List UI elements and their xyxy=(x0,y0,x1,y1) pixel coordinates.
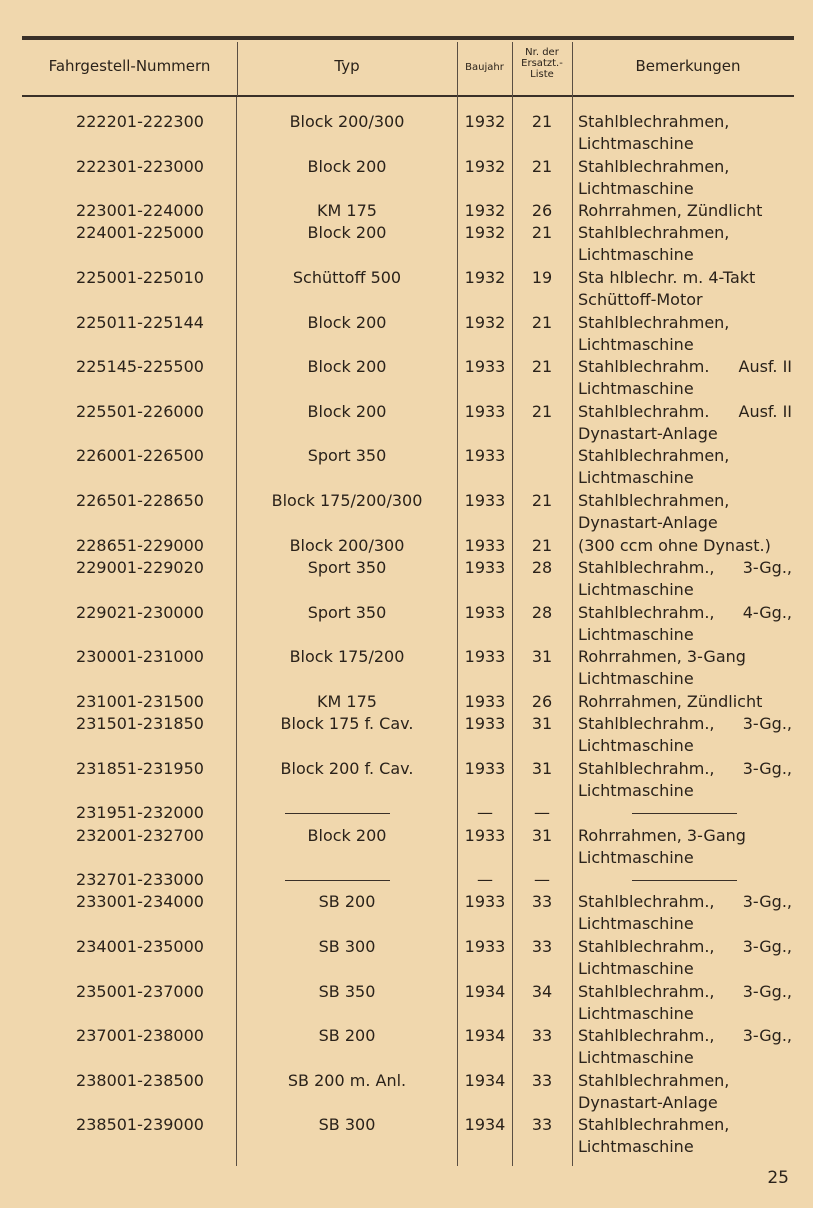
parts-list-number: 21 xyxy=(531,401,553,421)
model-type: Block 200 xyxy=(307,312,387,332)
chassis-number: 225501-226000 xyxy=(76,401,204,421)
header-numbers: Fahrgestell-Nummern xyxy=(48,57,211,75)
model-type: Block 175 f. Cav. xyxy=(280,714,414,734)
remarks-line: Stahlblechrahmen, xyxy=(578,491,730,511)
chassis-number: 230001-231000 xyxy=(76,647,204,667)
parts-list-number: 33 xyxy=(531,1070,553,1090)
remarks-line: Lichtmaschine xyxy=(578,780,694,800)
chassis-number: 229021-230000 xyxy=(76,602,204,622)
build-year: — xyxy=(477,803,493,823)
table-row xyxy=(0,111,813,156)
parts-list-number: 21 xyxy=(531,357,553,377)
remarks-line: Lichtmaschine xyxy=(578,914,694,934)
build-year: 1934 xyxy=(464,1026,506,1046)
build-year: — xyxy=(477,870,493,890)
chassis-number: 229001-229020 xyxy=(76,557,204,577)
build-year: 1933 xyxy=(464,892,506,912)
parts-list-number: 31 xyxy=(531,647,553,667)
parts-list-number: 26 xyxy=(531,201,553,221)
table-row xyxy=(0,356,813,401)
chassis-number: 228651-229000 xyxy=(76,535,204,555)
remarks-line: Lichtmaschine xyxy=(578,624,694,644)
remarks-line: (300 ccm ohne Dynast.) xyxy=(578,535,771,555)
remarks-line: Schüttoff-Motor xyxy=(578,290,703,310)
chassis-number: 226501-228650 xyxy=(76,491,204,511)
remarks-line: Lichtmaschine xyxy=(578,847,694,867)
remarks-line: Lichtmaschine xyxy=(578,468,694,488)
header-rule xyxy=(22,95,794,97)
table-row xyxy=(0,602,813,647)
table-row xyxy=(0,267,813,312)
table-row xyxy=(0,981,813,1026)
build-year: 1934 xyxy=(464,981,506,1001)
model-type: Block 200/300 xyxy=(289,112,405,131)
remarks xyxy=(578,111,792,155)
remarks-line: Lichtmaschine xyxy=(578,334,694,354)
remarks-line: Dynastart-Anlage xyxy=(578,423,718,443)
chassis-number: 238501-239000 xyxy=(76,1115,204,1135)
chassis-number: 224001-225000 xyxy=(76,223,204,243)
build-year: 1932 xyxy=(464,312,506,332)
remarks-line: Lichtmaschine xyxy=(578,245,694,265)
table-row xyxy=(0,646,813,691)
model-type: Block 200 xyxy=(307,357,387,377)
remarks-line: Stahlblechrahmen, xyxy=(578,112,730,131)
header-type: Typ xyxy=(334,57,360,75)
table-row xyxy=(0,713,813,758)
model-type: KM 175 xyxy=(317,201,377,221)
remarks xyxy=(578,200,792,222)
table-row xyxy=(0,445,813,490)
remarks-dash xyxy=(632,880,737,881)
model-type: Block 200/300 xyxy=(289,535,405,555)
build-year: 1933 xyxy=(464,557,506,577)
build-year: 1933 xyxy=(464,491,506,511)
remarks xyxy=(578,156,792,200)
build-year: 1934 xyxy=(464,1115,506,1135)
model-type: Sport 350 xyxy=(307,446,387,466)
parts-list-number: 21 xyxy=(531,491,553,511)
build-year: 1934 xyxy=(464,1070,506,1090)
chassis-number: 234001-235000 xyxy=(76,936,204,956)
build-year: 1933 xyxy=(464,825,506,845)
chassis-number: 225001-225010 xyxy=(76,268,204,288)
table-row xyxy=(0,1025,813,1070)
model-type: KM 175 xyxy=(317,691,377,711)
parts-list-number: — xyxy=(534,870,550,890)
chassis-number: 222301-223000 xyxy=(76,156,204,176)
chassis-number: 231851-231950 xyxy=(76,758,204,778)
build-year: 1933 xyxy=(464,401,506,421)
build-year: 1933 xyxy=(464,535,506,555)
model-type: SB 300 xyxy=(318,936,376,956)
table-body xyxy=(0,111,813,1159)
model-type: Sport 350 xyxy=(307,602,387,622)
model-type: Sport 350 xyxy=(307,557,387,577)
remarks xyxy=(578,490,792,534)
parts-list-number: 31 xyxy=(531,825,553,845)
table-row xyxy=(0,535,813,557)
remarks-line: Rohrrahmen, Zündlicht xyxy=(578,691,763,711)
chassis-number: 226001-226500 xyxy=(76,446,204,466)
remarks-line: Lichtmaschine xyxy=(578,579,694,599)
chassis-number: 232701-233000 xyxy=(76,870,204,890)
remarks-line: Stahlblechrahm., 3-Gg., xyxy=(578,936,792,956)
table-row xyxy=(0,401,813,446)
remarks xyxy=(578,825,792,869)
chassis-number: 222201-222300 xyxy=(76,112,204,131)
chassis-number: 231501-231850 xyxy=(76,714,204,734)
remarks-line: Lichtmaschine xyxy=(578,669,694,689)
build-year: 1933 xyxy=(464,446,506,466)
remarks-line: Stahlblechrahm., 3-Gg., xyxy=(578,714,792,734)
build-year: 1933 xyxy=(464,602,506,622)
remarks-line: Lichtmaschine xyxy=(578,1137,694,1157)
model-type: Block 175/200 xyxy=(289,647,405,667)
table-row xyxy=(0,891,813,936)
remarks-line: Stahlblechrahm., 3-Gg., xyxy=(578,892,792,912)
build-year: 1932 xyxy=(464,223,506,243)
build-year: 1933 xyxy=(464,647,506,667)
build-year: 1932 xyxy=(464,268,506,288)
table-row xyxy=(0,312,813,357)
remarks xyxy=(578,646,792,690)
remarks-line: Stahlblechrahm., 4-Gg., xyxy=(578,602,792,622)
table-row xyxy=(0,1114,813,1159)
parts-list-number: 31 xyxy=(531,758,553,778)
remarks xyxy=(578,401,792,445)
chassis-number: 235001-237000 xyxy=(76,981,204,1001)
model-type: Block 175/200/300 xyxy=(271,491,423,511)
remarks xyxy=(578,445,792,489)
header-list-line: Ersatzt.- xyxy=(521,58,563,69)
model-type: SB 300 xyxy=(318,1115,376,1135)
remarks-line: Lichtmaschine xyxy=(578,1048,694,1068)
remarks xyxy=(578,356,792,400)
remarks-line: Stahlblechrahmen, xyxy=(578,223,730,243)
remarks-line: Stahlblechrahmen, xyxy=(578,1070,730,1090)
build-year: 1933 xyxy=(464,357,506,377)
parts-list-number: 33 xyxy=(531,936,553,956)
remarks-line: Rohrrahmen, 3-Gang xyxy=(578,647,746,667)
remarks xyxy=(578,891,792,935)
remarks xyxy=(578,312,792,356)
parts-list-number: 19 xyxy=(531,268,553,288)
remarks-line: Dynastart-Anlage xyxy=(578,1092,718,1112)
parts-list-number: 21 xyxy=(531,112,553,131)
parts-list-number: 33 xyxy=(531,1115,553,1135)
remarks-line: Stahlblechrahm., 3-Gg., xyxy=(578,981,792,1001)
header-list-line: Liste xyxy=(530,69,554,80)
table-row xyxy=(0,1070,813,1115)
remarks-line: Stahlblechrahm., 3-Gg., xyxy=(578,758,792,778)
header-year: Baujahr xyxy=(465,62,504,73)
parts-list-number: — xyxy=(534,803,550,823)
chassis-number: 231001-231500 xyxy=(76,691,204,711)
remarks-line: Lichtmaschine xyxy=(578,736,694,756)
remarks-line: Lichtmaschine xyxy=(578,1003,694,1023)
page-number: 25 xyxy=(767,1168,789,1188)
model-type: SB 350 xyxy=(318,981,376,1001)
table-row xyxy=(0,222,813,267)
build-year: 1932 xyxy=(464,201,506,221)
parts-list-number: 33 xyxy=(531,1026,553,1046)
type-dash xyxy=(285,813,390,814)
table-row xyxy=(0,869,813,891)
model-type: Schüttoff 500 xyxy=(292,268,402,288)
remarks-line: Rohrrahmen, Zündlicht xyxy=(578,201,763,221)
table-row xyxy=(0,200,813,222)
remarks xyxy=(578,602,792,646)
remarks xyxy=(578,713,792,757)
remarks-dash xyxy=(632,813,737,814)
build-year: 1933 xyxy=(464,714,506,734)
table-row xyxy=(0,802,813,824)
remarks-line: Stahlblechrahmen, xyxy=(578,312,730,332)
model-type: SB 200 xyxy=(318,892,376,912)
top-rule xyxy=(22,36,794,40)
table-row xyxy=(0,557,813,602)
chassis-number: 223001-224000 xyxy=(76,201,204,221)
remarks-line: Lichtmaschine xyxy=(578,178,694,198)
remarks xyxy=(578,691,792,713)
remarks-line: Stahlblechrahm., 3-Gg., xyxy=(578,1026,792,1046)
parts-list-number: 33 xyxy=(531,892,553,912)
parts-list-number: 21 xyxy=(531,312,553,332)
build-year: 1933 xyxy=(464,691,506,711)
parts-list-number: 28 xyxy=(531,602,553,622)
model-type: Block 200 xyxy=(307,825,387,845)
build-year: 1933 xyxy=(464,936,506,956)
remarks-line: Stahlblechrahmen, xyxy=(578,446,730,466)
remarks-line: Sta hlblechr. m. 4-Takt xyxy=(578,268,756,288)
remarks-line: Lichtmaschine xyxy=(578,134,694,153)
remarks xyxy=(578,267,792,311)
model-type: SB 200 xyxy=(318,1026,376,1046)
parts-list-number: 31 xyxy=(531,714,553,734)
chassis-number: 237001-238000 xyxy=(76,1026,204,1046)
header-remarks: Bemerkungen xyxy=(635,57,741,75)
remarks xyxy=(578,758,792,802)
remarks xyxy=(578,981,792,1025)
table-row xyxy=(0,936,813,981)
parts-list-number: 21 xyxy=(531,156,553,176)
remarks xyxy=(578,535,792,557)
build-year: 1932 xyxy=(464,112,506,131)
parts-list-number: 26 xyxy=(531,691,553,711)
chassis-number: 238001-238500 xyxy=(76,1070,204,1090)
build-year: 1932 xyxy=(464,156,506,176)
remarks-line: Stahlblechrahmen, xyxy=(578,1115,730,1135)
table-row xyxy=(0,156,813,201)
remarks-line: Stahlblechrahmen, xyxy=(578,156,730,176)
model-type: Block 200 f. Cav. xyxy=(280,758,414,778)
build-year: 1933 xyxy=(464,758,506,778)
chassis-number: 233001-234000 xyxy=(76,892,204,912)
table-row xyxy=(0,490,813,535)
remarks xyxy=(578,1070,792,1114)
model-type: SB 200 m. Anl. xyxy=(287,1070,407,1090)
parts-list-number: 21 xyxy=(531,535,553,555)
chassis-number: 232001-232700 xyxy=(76,825,204,845)
table-row xyxy=(0,758,813,803)
model-type: Block 200 xyxy=(307,156,387,176)
chassis-number: 225145-225500 xyxy=(76,357,204,377)
chassis-number: 231951-232000 xyxy=(76,803,204,823)
table-row xyxy=(0,691,813,713)
remarks xyxy=(578,1114,792,1158)
remarks-line: Lichtmaschine xyxy=(578,958,694,978)
table-row xyxy=(0,825,813,870)
header-list xyxy=(512,47,572,80)
remarks-line: Stahlblechrahm., 3-Gg., xyxy=(578,557,792,577)
parts-list-number: 21 xyxy=(531,223,553,243)
remarks xyxy=(578,222,792,266)
remarks xyxy=(578,936,792,980)
remarks-line: Stahlblechrahm. Ausf. II xyxy=(578,401,792,421)
remarks xyxy=(578,1025,792,1069)
type-dash xyxy=(285,880,390,881)
remarks-line: Lichtmaschine xyxy=(578,379,694,399)
chassis-number: 225011-225144 xyxy=(76,312,204,332)
model-type: Block 200 xyxy=(307,223,387,243)
parts-list-number: 34 xyxy=(531,981,553,1001)
parts-list-number: 28 xyxy=(531,557,553,577)
remarks xyxy=(578,557,792,601)
header-list-line: Nr. der xyxy=(525,47,559,58)
remarks-line: Rohrrahmen, 3-Gang xyxy=(578,825,746,845)
remarks-line: Stahlblechrahm. Ausf. II xyxy=(578,357,792,377)
remarks-line: Dynastart-Anlage xyxy=(578,513,718,533)
model-type: Block 200 xyxy=(307,401,387,421)
